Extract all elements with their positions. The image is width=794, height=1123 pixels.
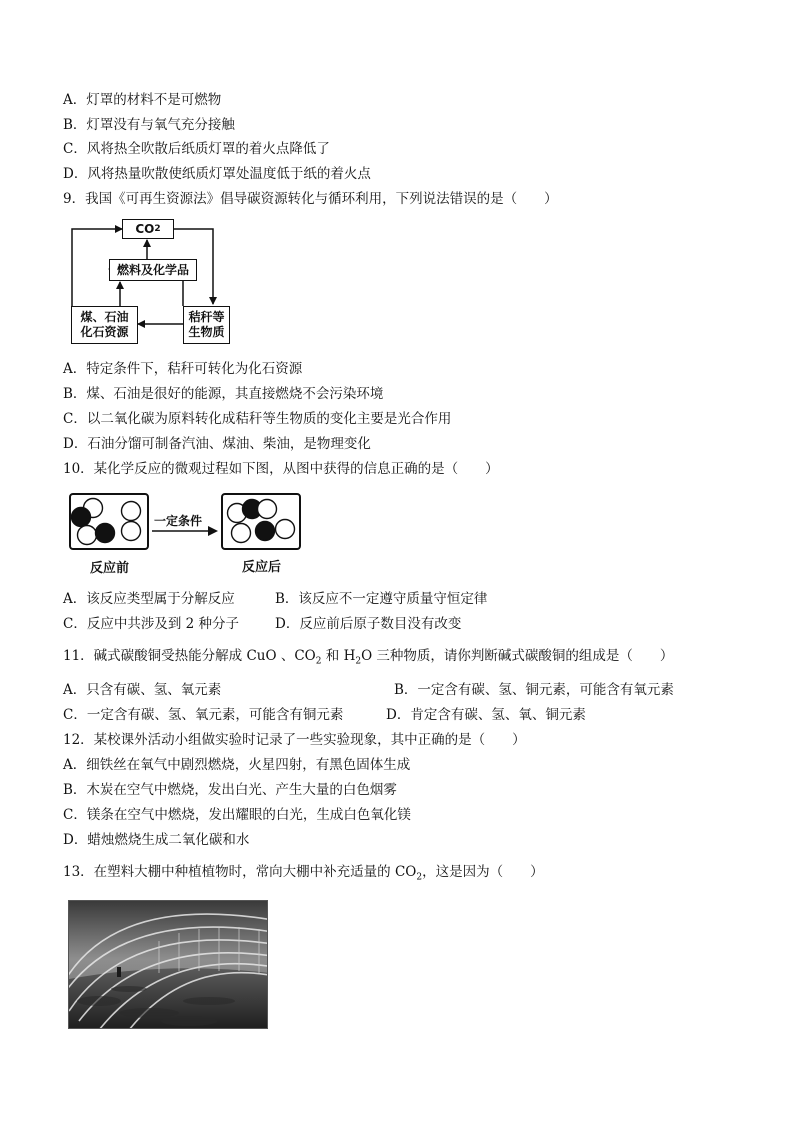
fossil-box bbox=[71, 306, 138, 344]
q9-option-b: B．煤、石油是很好的能源，其直接燃烧不会污染环境 bbox=[63, 386, 384, 402]
reaction-condition: 一定条件 bbox=[154, 514, 203, 528]
reaction-arrow-icon bbox=[150, 525, 220, 537]
q12-option-c: C．镁条在空气中燃烧，发出耀眼的白光，生成白色氧化镁 bbox=[63, 807, 411, 823]
q12-option-a: A．细铁丝在氧气中剧烈燃烧，火星四射，有黑色固体生成 bbox=[63, 757, 411, 773]
co2-label: CO bbox=[135, 221, 155, 236]
fuel-box: 燃料及化学品 bbox=[109, 259, 197, 281]
q11-option-a: A．只含有碳、氢、氧元素 bbox=[63, 682, 222, 698]
q8-option-a: A．灯罩的材料不是可燃物 bbox=[63, 92, 222, 108]
q12-option-b: B．木炭在空气中燃烧，发出白光、产生大量的白色烟雾 bbox=[63, 782, 397, 798]
q10-option-a: A．该反应类型属于分解反应 bbox=[63, 591, 235, 607]
q9-option-d: D．石油分馏可制备汽油、煤油、柴油，是物理变化 bbox=[63, 436, 371, 452]
q13-co2-subscript: 2 bbox=[416, 872, 423, 883]
q11-stem-part-2: 和 H bbox=[321, 648, 356, 664]
q8-option-b: B．灯罩没有与氧气充分接触 bbox=[63, 117, 235, 133]
fossil-line-2: 化石资源 bbox=[80, 325, 129, 339]
q12-stem: 12．某校课外活动小组做实验时记录了一些实验现象，其中正确的是（ ） bbox=[63, 732, 526, 748]
q8-option-c: C．风将热全吹散后纸质灯罩的着火点降低了 bbox=[63, 141, 330, 157]
co2-subscript: 2 bbox=[154, 223, 161, 234]
q13-stem-part-1: 13．在塑料大棚中种植植物时，常向大棚中补充适量的 CO bbox=[63, 864, 417, 880]
after-label: 反应后 bbox=[242, 560, 282, 575]
q11-stem-part-3: O 三种物质，请你判断碱式碳酸铜的组成是（ ） bbox=[361, 648, 674, 664]
greenhouse-photo bbox=[68, 900, 268, 1029]
q9-stem: 9．我国《可再生资源法》倡导碳资源转化与循环利用，下列说法错误的是（ ） bbox=[63, 191, 558, 207]
q11-stem bbox=[63, 648, 673, 670]
q10-stem: 10．某化学反应的微观过程如下图，从图中获得的信息正确的是（ ） bbox=[63, 461, 499, 477]
q9-option-a: A．特定条件下，秸秆可转化为化石资源 bbox=[63, 361, 303, 377]
q11-option-b: B．一定含有碳、氢、铜元素，可能含有氧元素 bbox=[394, 682, 674, 698]
carbon-cycle-diagram bbox=[65, 214, 245, 350]
q8-option-d: D．风将热量吹散使纸质灯罩处温度低于纸的着火点 bbox=[63, 166, 371, 182]
q11-option-c: C．一定含有碳、氢、氧元素，可能含有铜元素 bbox=[63, 707, 344, 723]
before-molecules bbox=[71, 495, 147, 548]
fossil-line-1: 煤、石油 bbox=[80, 310, 129, 324]
q11-option-d: D．肯定含有碳、氢、氧、铜元素 bbox=[386, 707, 586, 723]
q12-option-d: D．蜡烛燃烧生成二氧化碳和水 bbox=[63, 832, 250, 848]
q10-option-c: C．反应中共涉及到 2 种分子 bbox=[63, 616, 240, 632]
before-label: 反应前 bbox=[90, 561, 130, 576]
biomass-line-1: 秸秆等 bbox=[188, 310, 225, 324]
q11-co2-subscript: 2 bbox=[315, 656, 322, 667]
q11-h2o-subscript: 2 bbox=[355, 656, 362, 667]
before-reaction-box bbox=[69, 493, 149, 550]
biomass-box bbox=[183, 306, 230, 344]
co2-box bbox=[122, 219, 174, 239]
q9-option-c: C．以二氧化碳为原料转化成秸秆等生物质的变化主要是光合作用 bbox=[63, 411, 452, 427]
q10-option-b: B．该反应不一定遵守质量守恒定律 bbox=[275, 591, 488, 607]
q10-option-d: D．反应前后原子数目没有改变 bbox=[275, 616, 462, 632]
after-molecules bbox=[223, 495, 299, 548]
q13-stem bbox=[63, 864, 544, 886]
q13-stem-part-2: ，这是因为（ ） bbox=[422, 864, 544, 880]
q11-stem-part-1: 11．碱式碳酸铜受热能分解成 CuO 、CO bbox=[63, 648, 316, 664]
greenhouse-image bbox=[69, 901, 268, 1029]
after-reaction-box bbox=[221, 493, 301, 550]
biomass-line-2: 生物质 bbox=[188, 325, 225, 339]
